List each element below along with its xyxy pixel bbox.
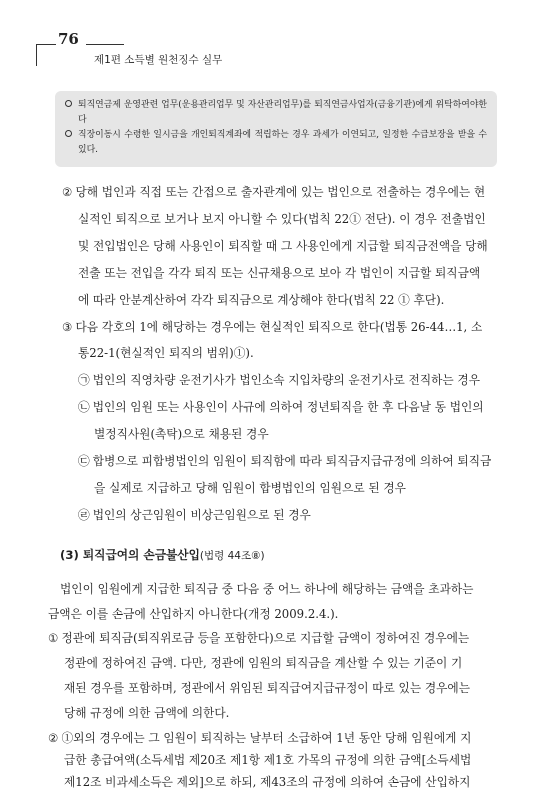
sub-item-marker: ㉠ <box>78 373 90 388</box>
page-header <box>28 24 522 68</box>
line-text: ①외의 경우에는 그 임원이 퇴직하는 날부터 소급하여 1년 동안 당해 임원에게 지 <box>61 731 472 746</box>
paragraph-line: 정관에 정하여진 금액. 다만, 정관에 임원의 퇴직금을 계산할 수 있는 기준이 기 <box>64 656 463 671</box>
paragraph-line: 급한 총급여액(소득세법 제20조 제1항 제1호 가목의 규정에 의한 금액[소득세법 <box>64 753 472 768</box>
line-text: 합병으로 피합병법인의 임원이 퇴직함에 따라 퇴직금지급규정에 의하여 퇴직금 <box>92 454 492 469</box>
paragraph-line: 금액은 이를 손금에 산입하지 아니한다(개정 2009.2.4.). <box>48 606 339 621</box>
paragraph-line <box>48 728 471 748</box>
paragraph-line <box>62 317 482 337</box>
header-rule-vertical <box>36 44 37 66</box>
header-rule-left <box>36 44 56 45</box>
note-text: 퇴직연금제 운영관련 업무(운용관리업무 및 자산관리업무)를 퇴직연금사업자(금융기관)에게 위탁하여야한다 <box>78 100 487 125</box>
paragraph-line: 제12조 비과세소득은 제외]으로 하되, 제43조의 규정에 의하여 손금에 산입하지 <box>64 775 471 789</box>
line-text: 법인의 상근임원이 비상근임원으로 된 경우 <box>92 507 311 522</box>
sub-item-marker: ㉣ <box>78 507 90 522</box>
item-number: ① <box>48 631 59 646</box>
section-title: (3) 퇴직급여의 손금불산입 <box>60 547 200 562</box>
sub-item-marker: ㉢ <box>78 454 90 469</box>
paragraph-line <box>48 628 469 648</box>
line-text: 당해 법인과 직접 또는 간접으로 출자관계에 있는 법인으로 전출하는 경우에는 현 <box>75 185 486 199</box>
paragraph-line <box>62 182 485 202</box>
paragraph-line: 에 따라 안분계산하여 각각 퇴직금으로 계상해야 한다(법칙 22 ① 후단). <box>78 292 445 307</box>
paragraph-line: 당해 규정에 의한 금액에 의한다. <box>64 706 230 721</box>
circle-bullet-icon <box>65 100 72 107</box>
paragraph-line: 및 전입법인은 당해 사용인이 퇴직할 때 그 사용인에게 지급할 퇴직금전액을 당해 <box>78 238 488 253</box>
note-box <box>55 91 497 167</box>
sub-item-line: 을 실제로 지급하고 당해 임원이 합병법인의 임원으로 된 경우 <box>94 480 406 495</box>
paragraph-line: 실적인 퇴직으로 보거나 보지 아니할 수 있다(법칙 22① 전단). 이 경우 전출법인 <box>78 211 486 226</box>
paragraph-line: 전출 또는 전입을 각각 퇴직 또는 신규채용으로 보아 각 법인이 지급할 퇴직금액 <box>78 265 481 280</box>
section-reference: (법령 44조⑧) <box>199 549 265 562</box>
paragraph-line: 재된 경우를 포함하며, 정관에서 위임된 퇴직급여지급규정이 따로 있는 경우에는 <box>64 681 471 696</box>
note-item <box>65 98 487 128</box>
circle-bullet-icon <box>65 130 72 137</box>
item-number: ② <box>62 185 73 199</box>
header-rule-right <box>86 44 124 45</box>
sub-item-line <box>78 451 491 471</box>
line-text: 정관에 퇴직금(퇴직위로금 등을 포함한다)으로 지급할 금액이 정하여진 경우에는 <box>61 631 470 646</box>
line-text: 법인의 임원 또는 사용인이 사규에 의하여 정년퇴직을 한 후 다음날 동 법인의 <box>92 400 484 415</box>
paragraph-line: 법인이 임원에게 지급한 퇴직금 중 다음 중 어느 하나에 해당하는 금액을 초과하는 <box>60 581 474 596</box>
page-number: 76 <box>58 30 79 48</box>
paragraph-line: 통22-1(현실적인 퇴직의 범위)①). <box>78 346 254 361</box>
item-number: ② <box>48 731 59 746</box>
line-text: 다음 각호의 1에 해당하는 경우에는 현실적인 퇴직으로 한다(법통 26-44…1, 소 <box>75 319 483 334</box>
section-heading <box>60 547 265 563</box>
note-item <box>65 128 487 158</box>
line-text: 법인의 직영차량 운전기사가 법인소속 지입차량의 운전기사로 전직하는 경우 <box>92 373 480 388</box>
note-text: 직장이동시 수령한 일시금을 개인퇴직계좌에 적립하는 경우 과세가 이연되고, 일정한 수급보장을 받을 수 있다. <box>78 130 487 155</box>
sub-item-line <box>78 397 484 417</box>
sub-item-line <box>78 370 480 390</box>
item-number: ③ <box>62 319 73 334</box>
sub-item-line <box>78 505 311 525</box>
sub-item-marker: ㉡ <box>78 400 90 415</box>
sub-item-line: 별정직사원(촉탁)으로 채용된 경우 <box>94 427 269 442</box>
chapter-title: 제1편 소득별 원천징수 실무 <box>94 54 223 66</box>
